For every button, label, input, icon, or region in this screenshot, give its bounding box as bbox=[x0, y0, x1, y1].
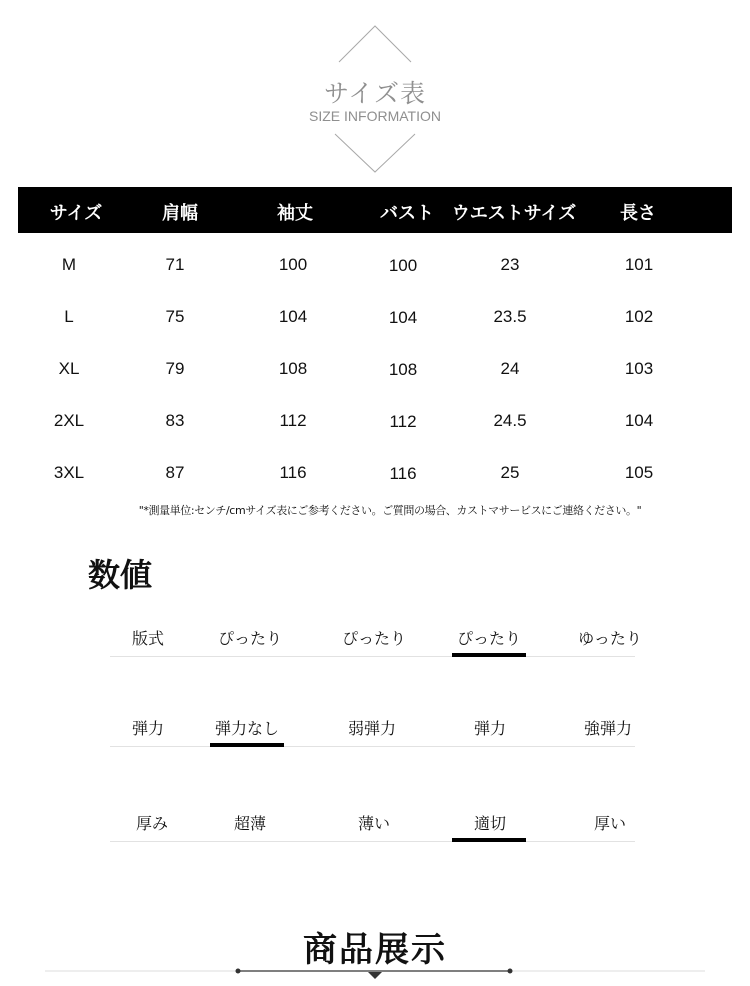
table-cell: 25 bbox=[500, 463, 520, 482]
table-cell: 104 bbox=[278, 307, 308, 326]
table-cell: 101 bbox=[624, 255, 654, 274]
table-cell: 105 bbox=[624, 463, 654, 482]
attribute-option: 弱弾力 bbox=[347, 719, 397, 738]
size-info-header bbox=[0, 0, 750, 180]
table-cell: 24 bbox=[500, 359, 520, 378]
attribute-row-fit bbox=[110, 616, 642, 657]
table-cell: 3XL bbox=[53, 463, 85, 482]
table-cell: 2XL bbox=[53, 411, 85, 430]
table-cell: 116 bbox=[389, 464, 417, 483]
column-header-shoulder: 肩幅 bbox=[162, 203, 198, 224]
attribute-option: ゆったり bbox=[578, 629, 642, 648]
table-cell: 100 bbox=[388, 256, 418, 275]
attribute-label: 厚み bbox=[135, 814, 169, 833]
table-cell: 104 bbox=[388, 308, 418, 327]
selection-indicator bbox=[452, 653, 526, 657]
attribute-option: 薄い bbox=[357, 814, 391, 833]
table-cell: 108 bbox=[278, 359, 308, 378]
table-cell: 112 bbox=[279, 411, 307, 430]
column-header-waist: ウエストサイズ bbox=[451, 203, 577, 224]
table-cell: 75 bbox=[165, 307, 185, 326]
table-cell: 103 bbox=[624, 359, 654, 378]
product-display-title: 商品展示 bbox=[303, 930, 447, 970]
attribute-row-thickness bbox=[110, 801, 635, 842]
attribute-option: 厚い bbox=[593, 814, 627, 833]
table-cell: 79 bbox=[165, 359, 185, 378]
table-cell: 102 bbox=[624, 307, 654, 326]
attribute-label: 弾力 bbox=[131, 719, 165, 738]
column-header-sleeve: 袖丈 bbox=[277, 203, 313, 224]
table-cell: 23 bbox=[500, 255, 520, 274]
table-cell: 112 bbox=[389, 412, 417, 431]
table-cell: 71 bbox=[165, 255, 185, 274]
attribute-label: 版式 bbox=[131, 629, 165, 648]
attribute-option: 超薄 bbox=[233, 814, 267, 833]
section-subtitle: SIZE INFORMATION bbox=[309, 108, 441, 124]
column-header-bust: バスト bbox=[380, 203, 434, 224]
table-cell: 100 bbox=[278, 255, 308, 274]
selection-indicator bbox=[452, 838, 526, 842]
attribute-option-selected: ぴったり bbox=[456, 629, 522, 648]
column-header-size: サイズ bbox=[49, 203, 103, 224]
selection-indicator bbox=[210, 743, 284, 747]
table-cell: 108 bbox=[388, 360, 418, 379]
attribute-row-elasticity bbox=[110, 706, 635, 747]
measurement-note: "*測量単位:センチ/cmサイズ表にご参考ください。ご質問の場合、カストマサービスにご連絡ください。" bbox=[138, 504, 642, 517]
table-cell: M bbox=[61, 255, 77, 274]
table-cell: 23.5 bbox=[493, 307, 527, 326]
section-title: サイズ表 bbox=[323, 79, 426, 108]
table-cell: 104 bbox=[624, 411, 654, 430]
table-cell: L bbox=[64, 307, 74, 326]
attribute-option: 強弾力 bbox=[583, 719, 633, 738]
attributes-title: 数値 bbox=[88, 556, 153, 594]
attribute-option-selected: 弾力なし bbox=[214, 719, 280, 738]
attribute-option-selected: 適切 bbox=[473, 814, 507, 833]
divider-ornament-icon bbox=[0, 960, 750, 986]
attribute-option: ぴったり bbox=[341, 629, 407, 648]
size-table-header bbox=[18, 187, 732, 233]
column-header-length: 長さ bbox=[620, 203, 656, 224]
table-cell: XL bbox=[58, 359, 80, 378]
table-cell: 83 bbox=[165, 411, 185, 430]
attribute-option: 弾力 bbox=[473, 719, 507, 738]
table-cell: 116 bbox=[279, 463, 307, 482]
table-cell: 24.5 bbox=[493, 411, 527, 430]
table-cell: 87 bbox=[165, 463, 185, 482]
attribute-option: ぴったり bbox=[217, 629, 283, 648]
